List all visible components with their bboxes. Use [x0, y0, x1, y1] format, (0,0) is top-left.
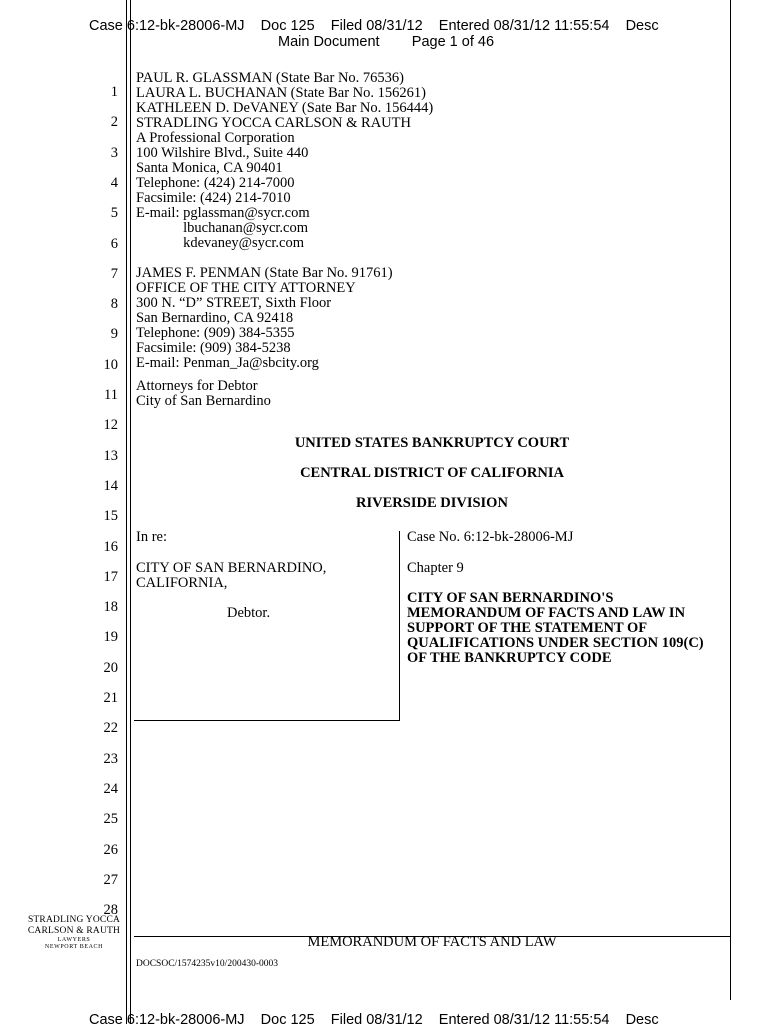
counsel-line: lbuchanan@sycr.com: [136, 220, 309, 236]
caption-in-re: In re:: [136, 529, 167, 545]
counsel-line: E-mail: Penman_Ja@sbcity.org: [136, 355, 319, 371]
line-number: 23: [103, 750, 118, 767]
document-title-line: OF THE BANKRUPTCY CODE: [407, 650, 612, 666]
line-number: 2: [110, 114, 118, 131]
line-number: 24: [103, 780, 118, 797]
right-margin-rule: [730, 0, 731, 1000]
footer-title: MEMORANDUM OF FACTS AND LAW: [307, 934, 557, 950]
firm-logo-line4: NEWPORT BEACH: [44, 944, 104, 950]
footer-docid: DOCSOC/1574235v10/200430-0003: [136, 959, 278, 969]
attorneys-for-label: Attorneys for Debtor: [136, 378, 258, 394]
counsel-line: A Professional Corporation: [136, 130, 295, 146]
line-number: 19: [103, 629, 118, 646]
firm-logo: [20, 915, 128, 951]
counsel-line: 300 N. “D” STREET, Sixth Floor: [136, 295, 332, 311]
chapter: Chapter 9: [407, 560, 464, 576]
line-number: 11: [104, 387, 118, 403]
firm-logo-line3: LAWYERS: [57, 937, 91, 943]
case-number: Case No. 6:12-bk-28006-MJ: [407, 529, 574, 545]
counsel-line: Facsimile: (424) 214-7010: [136, 190, 291, 206]
line-number: 20: [103, 659, 118, 676]
caption-party-line2: CALIFORNIA,: [136, 575, 228, 591]
line-number: 28: [103, 902, 118, 919]
line-number: 5: [110, 205, 118, 222]
line-number: 6: [110, 235, 118, 252]
left-margin-rule-1: [126, 0, 127, 1024]
document-title-line: SUPPORT OF THE STATEMENT OF: [407, 620, 648, 636]
line-number: 13: [103, 447, 118, 464]
counsel-line: LAURA L. BUCHANAN (State Bar No. 156261): [136, 85, 426, 101]
counsel-line: PAUL R. GLASSMAN (State Bar No. 76536): [136, 70, 404, 86]
bottom-stamp: Case 6:12-bk-28006-MJ Doc 125 Filed 08/31/12 Entered 08/31/12 11:55:54 Desc: [89, 1012, 659, 1028]
caption-divider-vertical: [399, 531, 400, 721]
line-number: 25: [103, 811, 118, 828]
left-margin-rule-2: [130, 0, 131, 1024]
line-number: 15: [103, 508, 118, 525]
document-title-line: QUALIFICATIONS UNDER SECTION 109(C): [407, 635, 704, 651]
line-number: 27: [103, 871, 118, 888]
line-number: 21: [103, 690, 118, 706]
counsel-line: Telephone: (909) 384-5355: [136, 325, 295, 341]
caption-party-line1: CITY OF SAN BERNARDINO,: [136, 560, 327, 576]
line-number: 22: [103, 720, 118, 737]
line-number: 8: [110, 296, 118, 313]
line-number: 18: [103, 599, 118, 616]
counsel-line: Santa Monica, CA 90401: [136, 160, 283, 176]
court-name: UNITED STATES BANKRUPTCY COURT: [294, 435, 570, 451]
counsel-line: kdevaney@sycr.com: [136, 235, 304, 251]
line-number: 7: [110, 265, 118, 282]
document-title-line: CITY OF SAN BERNARDINO'S: [407, 590, 614, 606]
firm-logo-line2: CARLSON & RAUTH: [27, 926, 121, 936]
line-number: 9: [110, 326, 118, 343]
counsel-line: Facsimile: (909) 384-5238: [136, 340, 291, 356]
counsel-line: JAMES F. PENMAN (State Bar No. 91761): [136, 265, 393, 281]
header-stamp-line1: Case 6:12-bk-28006-MJ Doc 125 Filed 08/31/12 Entered 08/31/12 11:55:54 Desc: [89, 18, 659, 34]
counsel-line: 100 Wilshire Blvd., Suite 440: [136, 145, 309, 161]
line-number: 12: [103, 417, 118, 434]
counsel-line: Telephone: (424) 214-7000: [136, 175, 295, 191]
header-stamp-line2: Main Document Page 1 of 46: [278, 34, 495, 50]
line-number: 17: [103, 568, 118, 585]
counsel-line: San Bernardino, CA 92418: [136, 310, 294, 326]
counsel-line: KATHLEEN D. DeVANEY (Sate Bar No. 156444): [136, 100, 434, 116]
counsel-line: STRADLING YOCCA CARLSON & RAUTH: [136, 115, 411, 131]
court-district: CENTRAL DISTRICT OF CALIFORNIA: [300, 465, 564, 481]
line-number: 26: [103, 841, 118, 858]
line-number: 16: [103, 538, 118, 555]
court-division: RIVERSIDE DIVISION: [356, 495, 508, 511]
line-number: 10: [103, 356, 118, 373]
document-title-line: MEMORANDUM OF FACTS AND LAW IN: [407, 605, 686, 621]
caption-role: Debtor.: [227, 605, 271, 621]
line-number: 14: [103, 477, 118, 494]
line-number: 1: [110, 84, 118, 100]
counsel-line: OFFICE OF THE CITY ATTORNEY: [136, 280, 356, 296]
line-number: 4: [110, 174, 118, 191]
attorneys-for-client: City of San Bernardino: [136, 393, 271, 409]
caption-divider-horizontal: [134, 720, 400, 721]
line-number: 3: [110, 144, 118, 161]
counsel-line: E-mail: pglassman@sycr.com: [136, 205, 310, 221]
firm-logo-line1: STRADLING YOCCA: [27, 915, 121, 925]
